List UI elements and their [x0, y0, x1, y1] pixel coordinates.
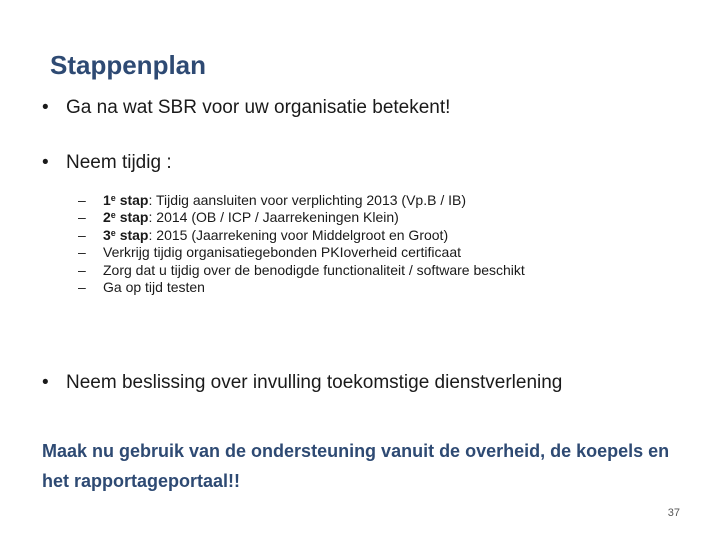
bullet-text: Neem tijdig : [66, 152, 172, 173]
bullet-beslissing [42, 372, 562, 394]
bullet-dot: • [42, 152, 49, 173]
bullet-text: Ga na wat SBR voor uw organisatie betekent! [66, 97, 451, 118]
sub-item-text: Zorg dat u tijdig over de benodigde functionaliteit / software beschikt [103, 261, 525, 278]
sub-item-step-2 [78, 209, 525, 226]
dash: – [78, 261, 86, 278]
sub-item-text: Ga op tijd testen [103, 279, 205, 296]
sub-item-software [78, 262, 525, 279]
closing-statement: Maak nu gebruik van de ondersteuning vanuit de overheid, de koepels en het rapportageportaal!! [42, 441, 670, 491]
sub-item-step-3 [78, 227, 525, 244]
sub-item-testing [78, 279, 525, 296]
step-text: : Tijdig aansluiten voor verplichting 2013 (Vp.B / IB) [148, 192, 467, 208]
dash: – [78, 244, 86, 261]
bullet-dot: • [42, 372, 49, 393]
bullet-sbr [42, 97, 450, 119]
dash: – [78, 209, 86, 226]
sub-list [78, 192, 525, 296]
bullet-text: Neem beslissing over invulling toekomstige dienstverlening [66, 372, 563, 393]
step-text: : 2014 (OB / ICP / Jaarrekeningen Klein) [148, 209, 399, 226]
bullet-neem-tijdig [42, 152, 172, 174]
bullet-dot: • [42, 97, 49, 118]
dash: – [78, 279, 86, 296]
sub-item-step-1 [78, 192, 525, 209]
sub-item-certificate [78, 244, 525, 261]
step-label: 2e stap [103, 209, 149, 226]
page-number: 37 [667, 507, 680, 519]
step-label: 1e stap [103, 192, 149, 208]
dash: – [78, 192, 86, 208]
step-text: : 2015 (Jaarrekening voor Middelgroot en Groot) [148, 226, 449, 243]
slide-title: Stappenplan [50, 50, 207, 80]
dash: – [78, 226, 86, 243]
sub-item-text: Verkrijg tijdig organisatiegebonden PKIoverheid certificaat [103, 244, 461, 261]
step-label: 3e stap [103, 226, 149, 243]
